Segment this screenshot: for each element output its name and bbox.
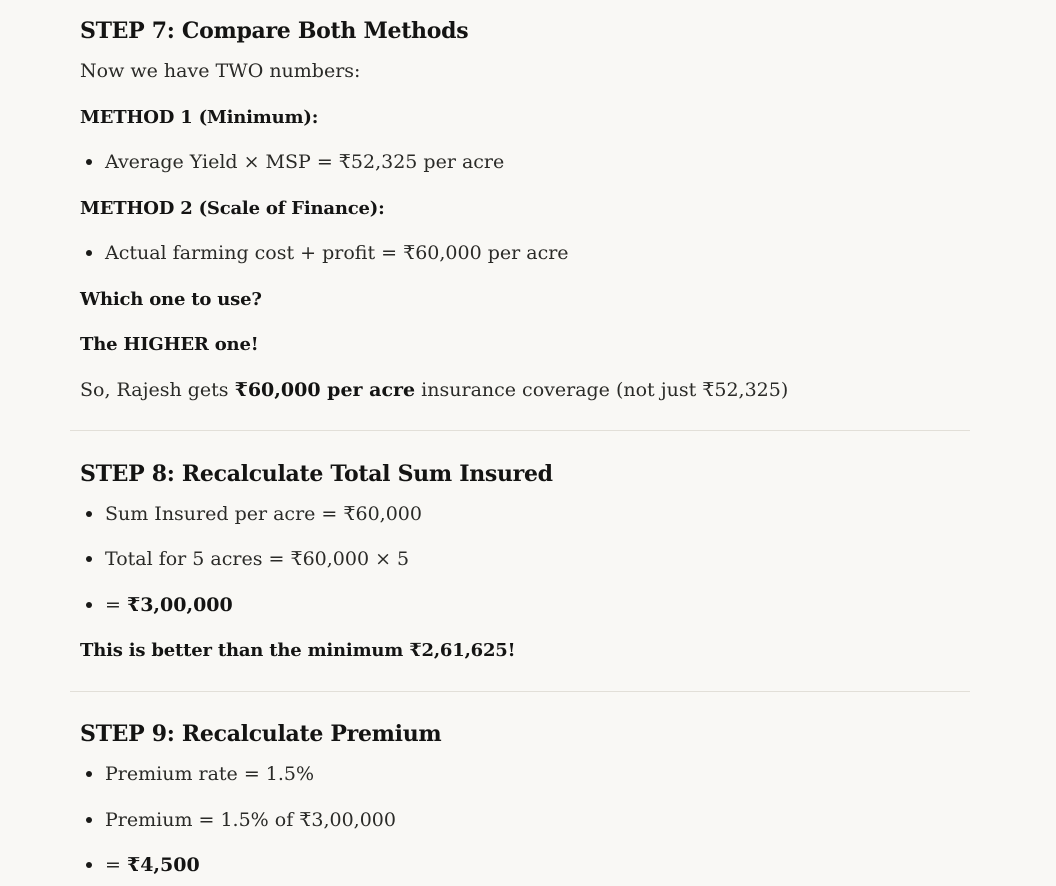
method1-label: METHOD 1 (Minimum): bbox=[80, 107, 319, 128]
step9-heading: STEP 9: Recalculate Premium bbox=[80, 721, 442, 747]
step7-heading: STEP 7: Compare Both Methods bbox=[80, 18, 469, 44]
step8-result-prefix: = bbox=[105, 594, 127, 616]
method2-item-text: Actual farming cost + profit = ₹60,000 per acre bbox=[105, 242, 569, 264]
bullet-icon bbox=[86, 771, 92, 777]
step9-item-text: Premium rate = 1.5% bbox=[105, 763, 315, 785]
step9-item-text: Premium = 1.5% of ₹3,00,000 bbox=[105, 809, 396, 831]
summary-suffix: insurance coverage (not just ₹52,325) bbox=[415, 379, 789, 401]
bullet-icon bbox=[86, 159, 92, 165]
list-item bbox=[80, 763, 314, 785]
bullet-icon bbox=[86, 862, 92, 868]
method2-label: METHOD 2 (Scale of Finance): bbox=[80, 198, 385, 219]
bullet-icon bbox=[86, 511, 92, 517]
bullet-icon bbox=[86, 250, 92, 256]
step8-note: This is better than the minimum ₹2,61,625! bbox=[80, 640, 516, 661]
section-divider bbox=[70, 430, 970, 431]
summary-highlight: ₹60,000 per acre bbox=[234, 379, 416, 401]
list-item bbox=[80, 242, 569, 264]
step9-result-value: ₹4,500 bbox=[126, 854, 200, 876]
bullet-icon bbox=[86, 817, 92, 823]
list-item bbox=[80, 594, 233, 616]
question-text: Which one to use? bbox=[80, 289, 262, 310]
method1-item-text: Average Yield × MSP = ₹52,325 per acre bbox=[105, 151, 505, 173]
list-item bbox=[80, 854, 200, 876]
list-item bbox=[80, 548, 409, 570]
list-item bbox=[80, 809, 396, 831]
step9-result-prefix: = bbox=[105, 854, 127, 876]
list-item bbox=[80, 151, 504, 173]
section-divider bbox=[70, 691, 970, 692]
bullet-icon bbox=[86, 602, 92, 608]
list-item bbox=[80, 503, 422, 525]
answer-text: The HIGHER one! bbox=[80, 334, 259, 355]
step8-item-text: Sum Insured per acre = ₹60,000 bbox=[105, 503, 422, 525]
summary-text bbox=[80, 379, 788, 401]
step7-intro: Now we have TWO numbers: bbox=[80, 60, 361, 82]
step8-item-text: Total for 5 acres = ₹60,000 × 5 bbox=[105, 548, 410, 570]
step8-result-value: ₹3,00,000 bbox=[126, 594, 233, 616]
summary-prefix: So, Rajesh gets bbox=[80, 379, 235, 401]
step8-heading: STEP 8: Recalculate Total Sum Insured bbox=[80, 461, 553, 487]
bullet-icon bbox=[86, 556, 92, 562]
